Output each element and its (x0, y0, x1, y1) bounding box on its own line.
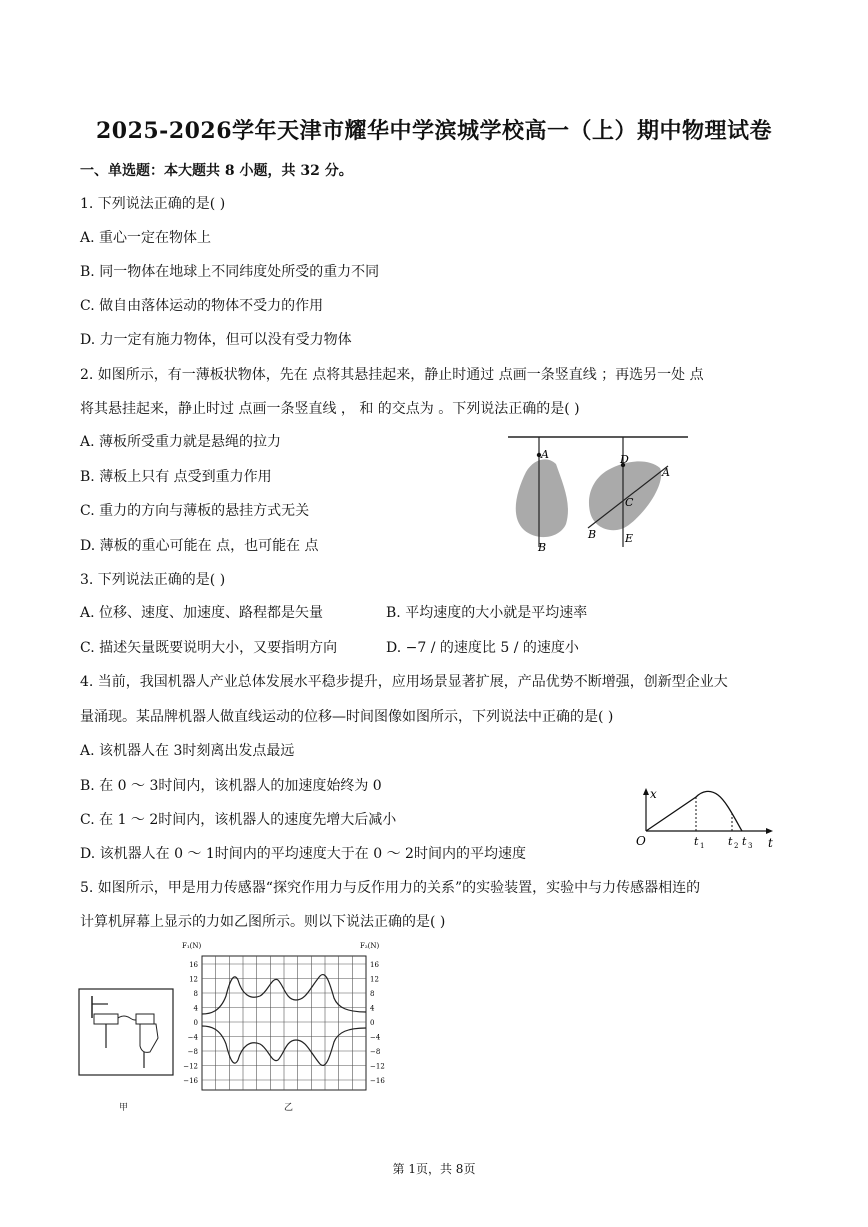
x-axis-arrow (643, 788, 649, 795)
q2-option-a: A. 薄板所受重力就是悬绳的拉力 (80, 434, 282, 450)
right-axis-label: F₂(N) (360, 942, 380, 950)
t1-sub: 1 (700, 842, 705, 850)
left-tick-label: 0 (193, 1019, 198, 1027)
left-tick-label: −12 (183, 1062, 198, 1071)
q3-stem: 3. 下列说法正确的是( ) (80, 572, 226, 588)
label-a-right: A (662, 466, 670, 479)
label-d: D (620, 453, 629, 466)
right-tick-label: −16 (370, 1077, 385, 1085)
page-title: 2025-2026学年天津市耀华中学滨城学校高一（上）期中物理试卷 (95, 118, 773, 144)
right-tick-label: 8 (370, 990, 375, 998)
q4-stem-line1: 4. 当前，我国机器人产业总体发展水平稳步提升，应用场景显著扩展，产品优势不断增强，创新型企业大 (80, 674, 728, 690)
t3-label: t (742, 835, 747, 848)
t-axis-label: t (768, 836, 773, 850)
q1-option-a: A. 重心一定在物体上 (80, 230, 212, 246)
right-tick-label: −12 (370, 1062, 385, 1071)
q2-hanging-plate-figure (508, 432, 688, 557)
q1-stem: 1. 下列说法正确的是( ) (80, 196, 226, 212)
q5-sensor-apparatus-figure (78, 988, 174, 1078)
x-axis-label: x (650, 787, 657, 801)
t2-label: t (728, 835, 733, 848)
q4-option-a: A. 该机器人在 3时刻离出发点最远 (80, 743, 295, 759)
q2-option-d: D. 薄板的重心可能在 点，也可能在 点 (80, 538, 319, 554)
left-tick-label: 12 (189, 975, 198, 984)
label-b-left: B (538, 541, 547, 554)
position-curve (646, 791, 742, 831)
origin-label: O (636, 834, 646, 848)
t3-sub: 3 (748, 842, 753, 850)
q4-position-time-graph (630, 785, 780, 855)
sensor-left (94, 1014, 118, 1024)
sensor-right (136, 1014, 154, 1024)
q4-option-d: D. 该机器人在 0 ～ 1时间内的平均速度大于在 0 ～ 2时间内的平均速度 (80, 846, 526, 862)
left-tick-label: 8 (193, 990, 198, 998)
apparatus-frame (79, 989, 173, 1075)
hand (140, 1024, 158, 1052)
t2-sub: 2 (734, 842, 739, 850)
right-tick-label: 0 (370, 1019, 375, 1027)
label-a-left: A (541, 448, 549, 461)
q1-option-d: D. 力一定有施力物体，但可以没有受力物体 (80, 332, 352, 348)
hooks (118, 1016, 138, 1020)
label-c: C (625, 496, 634, 509)
q3-option-c: C. 描述矢量既要说明大小，又要指明方向 (80, 640, 338, 656)
q5-force-time-chart (180, 940, 390, 1100)
q2-option-b: B. 薄板上只有 点受到重力作用 (80, 469, 272, 485)
right-tick-label: −4 (370, 1033, 381, 1042)
caption-yi: 乙 (284, 1103, 294, 1113)
q5-stem-line1: 5. 如图所示，甲是用力传感器“探究作用力与反作用力的关系”的实验装置，实验中与力传感器相连的 (80, 880, 701, 896)
t-axis-arrow (766, 828, 773, 834)
right-tick-label: 16 (370, 961, 379, 969)
q3-option-a: A. 位移、速度、加速度、路程都是矢量 (80, 605, 324, 621)
q2-option-c: C. 重力的方向与薄板的悬挂方式无关 (80, 503, 310, 519)
left-ticks (183, 961, 198, 1085)
left-tick-label: −16 (183, 1077, 198, 1085)
q2-stem-line2: 将其悬挂起来，静止时过 点画一条竖直线 ， 和 的交点为 。下列说法正确的是( ) (80, 401, 580, 417)
q1-option-b: B. 同一物体在地球上不同纬度处所受的重力不同 (80, 264, 380, 280)
right-tick-label: −8 (370, 1048, 381, 1056)
plate-left (516, 459, 568, 537)
q3-option-d: D. −7 / 的速度比 5 / 的速度小 (386, 640, 579, 656)
left-tick-label: −8 (187, 1048, 198, 1056)
left-axis-label: F₁(N) (182, 942, 202, 950)
q2-stem-line1: 2. 如图所示，有一薄板状物体，先在 点将其悬挂起来，静止时通过 点画一条竖直线 ；再选另一处 点 (80, 367, 704, 383)
label-b-right: B (588, 528, 597, 541)
q4-stem-line2: 量涌现。某品牌机器人做直线运动的位移—时间图像如图所示，下列说法中正确的是( ) (80, 709, 614, 725)
left-tick-label: 4 (193, 1004, 198, 1013)
left-tick-label: −4 (187, 1033, 198, 1042)
t1-label: t (694, 835, 699, 848)
section-heading: 一、单选题：本大题共 8 小题，共 32 分。 (80, 163, 353, 179)
label-e: E (625, 532, 634, 545)
q4-option-b: B. 在 0 ～ 3时间内，该机器人的加速度始终为 0 (80, 778, 382, 794)
q3-option-b: B. 平均速度的大小就是平均速率 (386, 605, 588, 621)
q4-option-c: C. 在 1 ～ 2时间内，该机器人的速度先增大后减小 (80, 812, 397, 828)
q1-option-c: C. 做自由落体运动的物体不受力的作用 (80, 298, 324, 314)
caption-jia: 甲 (119, 1103, 129, 1113)
right-tick-label: 4 (370, 1004, 375, 1013)
left-tick-label: 16 (189, 961, 198, 969)
right-tick-label: 12 (370, 975, 379, 984)
q5-stem-line2: 计算机屏幕上显示的力如乙图所示。则以下说法正确的是( ) (80, 914, 446, 930)
right-ticks (370, 961, 385, 1085)
page-footer: 第 1页，共 8页 (392, 1162, 476, 1176)
